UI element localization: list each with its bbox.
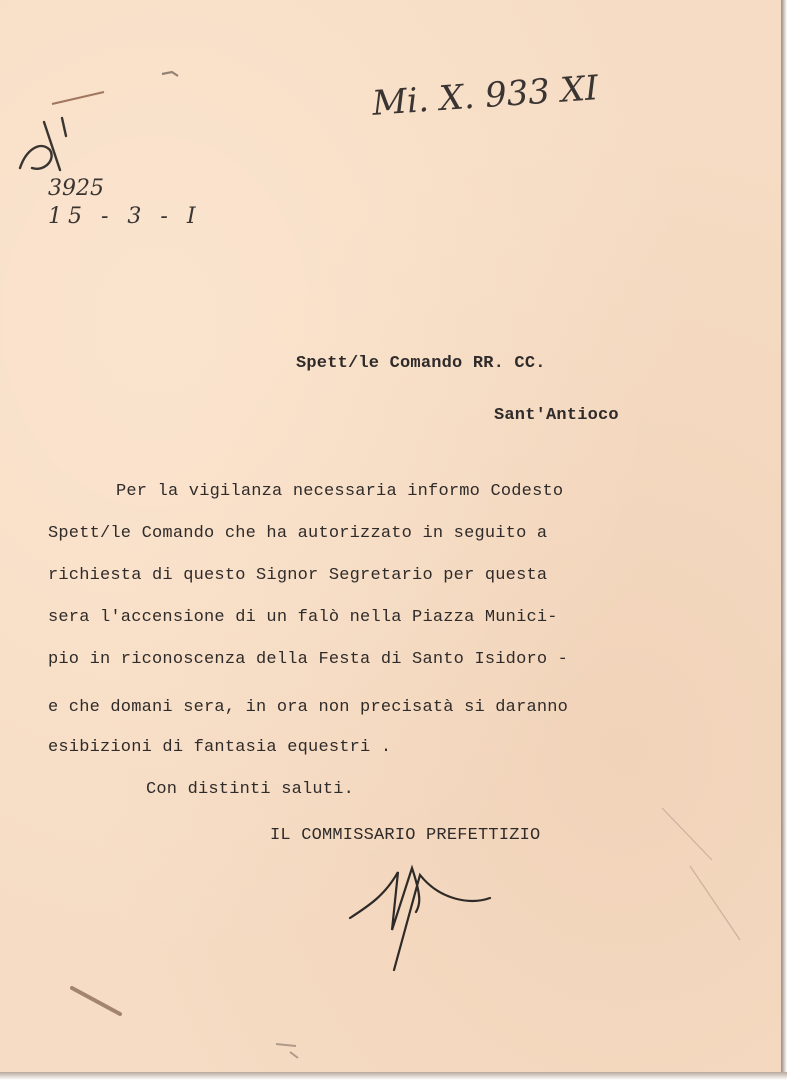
- ink-stain: [72, 988, 120, 1014]
- body-line: Spett/le Comando che ha autorizzato in seguito a: [48, 524, 548, 543]
- handwritten-date-note: Mi. X. 933 XI: [370, 68, 600, 124]
- ink-mark-bottom: [276, 1044, 298, 1058]
- body-line: pio in riconoscenza della Festa di Santo Isidoro -: [48, 650, 569, 669]
- addressee-line-2: Sant'Antioco: [494, 406, 619, 425]
- scan-edge-bottom: [0, 1072, 787, 1080]
- protocol-n-mark: [20, 118, 66, 170]
- signatory-title: IL COMMISSARIO PREFETTIZIO: [270, 826, 541, 845]
- closing-greeting: Con distinti saluti.: [146, 780, 355, 799]
- ink-stroke: [52, 92, 104, 104]
- body-line: e che domani sera, in ora non precisatà si daranno: [48, 698, 569, 717]
- protocol-number: 3925: [48, 176, 104, 201]
- body-line: richiesta di questo Signor Segretario per questa: [48, 566, 548, 585]
- addressee-line-1: Spett/le Comando RR. CC.: [296, 354, 546, 373]
- body-line: sera l'accensione di un falò nella Piazza Munici-: [48, 608, 558, 627]
- body-line: Per la vigilanza necessaria informo Codesto: [116, 482, 564, 501]
- scan-edge-right: [781, 0, 787, 1080]
- protocol-date: 15 - 3 - I: [48, 204, 202, 229]
- ink-dot: [162, 72, 178, 76]
- signature: [350, 868, 490, 970]
- body-line: esibizioni di fantasia equestri .: [48, 738, 392, 757]
- faint-marks: [662, 808, 740, 940]
